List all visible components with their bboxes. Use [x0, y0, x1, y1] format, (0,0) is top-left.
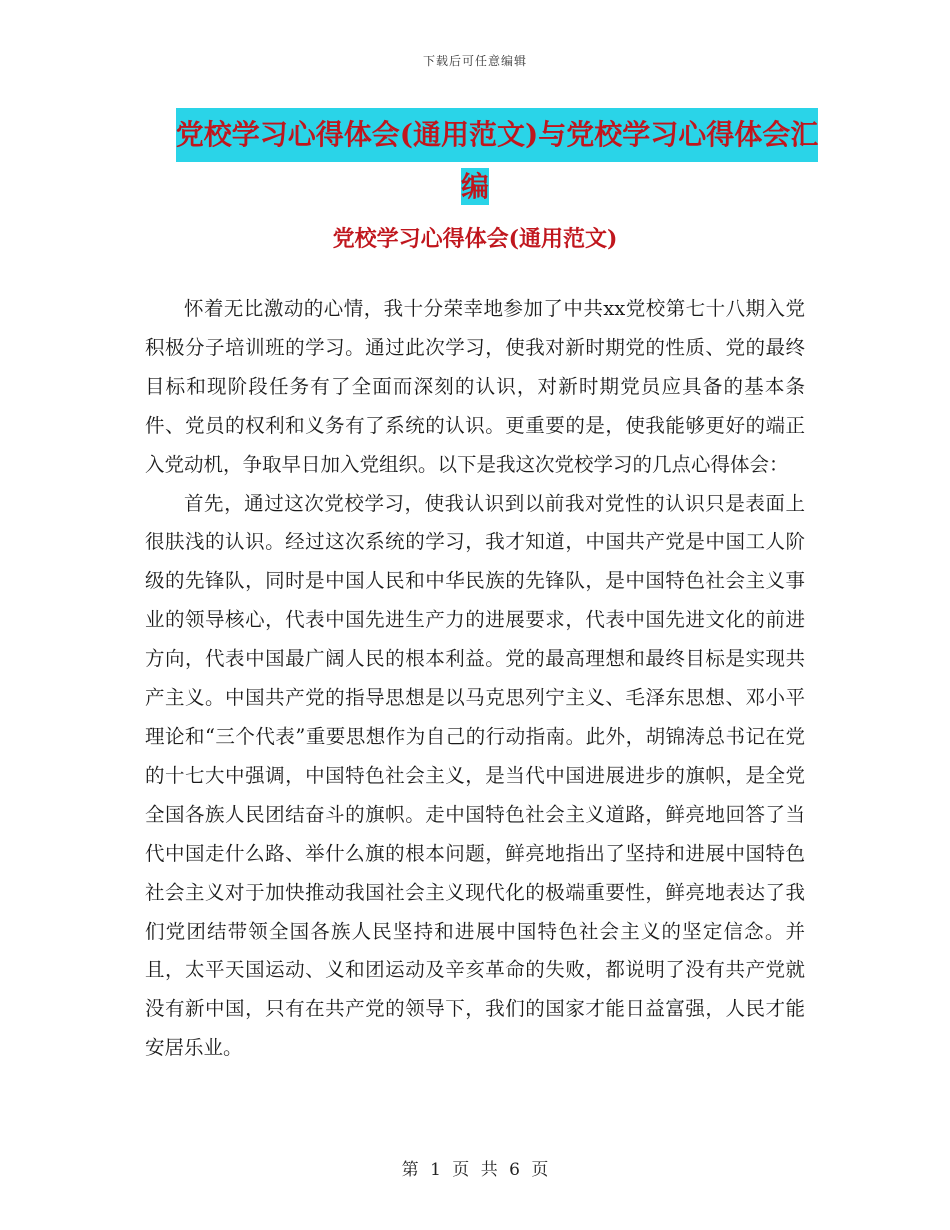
section-title: 党校学习心得体会(通用范文) — [332, 226, 618, 252]
title-line-2: 编 — [460, 170, 489, 203]
body-text — [145, 290, 805, 1068]
header-note: 下载后可任意编辑 — [422, 54, 527, 68]
document-title — [0, 108, 950, 212]
paragraph: 首先，通过这次党校学习，使我认识到以前我对党性的认识只是表面上很肤浅的认识。经过这次系统的学习，我才知道，中国共产党是中国工人阶级的先锋队，同时是中国人民和中华民族的先锋队，是中国特色社会主义事业的领导核心，代表中国先进生产力的进展要求，代表中国先进文化的前进方向，代表中国最广阔人民的根本利益。党的最高理想和最终目标是实现共产主义。中国共产党的指导思想是以马克思列宁主义、毛泽东思想、邓小平理论和“三个代表”重要思想作为自己的行动指南。此外，胡锦涛总书记在党的十七大中强调，中国特色社会主义，是当代中国进展进步的旗帜，是全党全国各族人民团结奋斗的旗帜。走中国特色社会主义道路，鲜亮地回答了当代中国走什么路、举什么旗的根本问题，鲜亮地指出了坚持和进展中国特色社会主义对于加快推动我国社会主义现代化的极端重要性，鲜亮地表达了我们党团结带领全国各族人民坚持和进展中国特色社会主义的坚定信念。并且，太平天国运动、义和团运动及辛亥革命的失败，都说明了没有共产党就没有新中国，只有在共产党的领导下，我们的国家才能日益富强，人民才能安居乐业。 — [145, 491, 805, 1060]
title-line-1: 党校学习心得体会(通用范文)与党校学习心得体会汇 — [176, 108, 819, 162]
paragraph: 怀着无比激动的心情，我十分荣幸地参加了中共xx党校第七十八期入党积极分子培训班的学习。通过此次学习，使我对新时期党的性质、党的最终目标和现阶段任务有了全面而深刻的认识，对新时期党员应具备的基本条件、党员的权利和义务有了系统的认识。更重要的是，使我能够更好的端正入党动机，争取早日加入党组织。以下是我这次党校学习的几点心得体会： — [145, 297, 805, 476]
page-number: 第 1 页 共 6 页 — [401, 1160, 549, 1180]
